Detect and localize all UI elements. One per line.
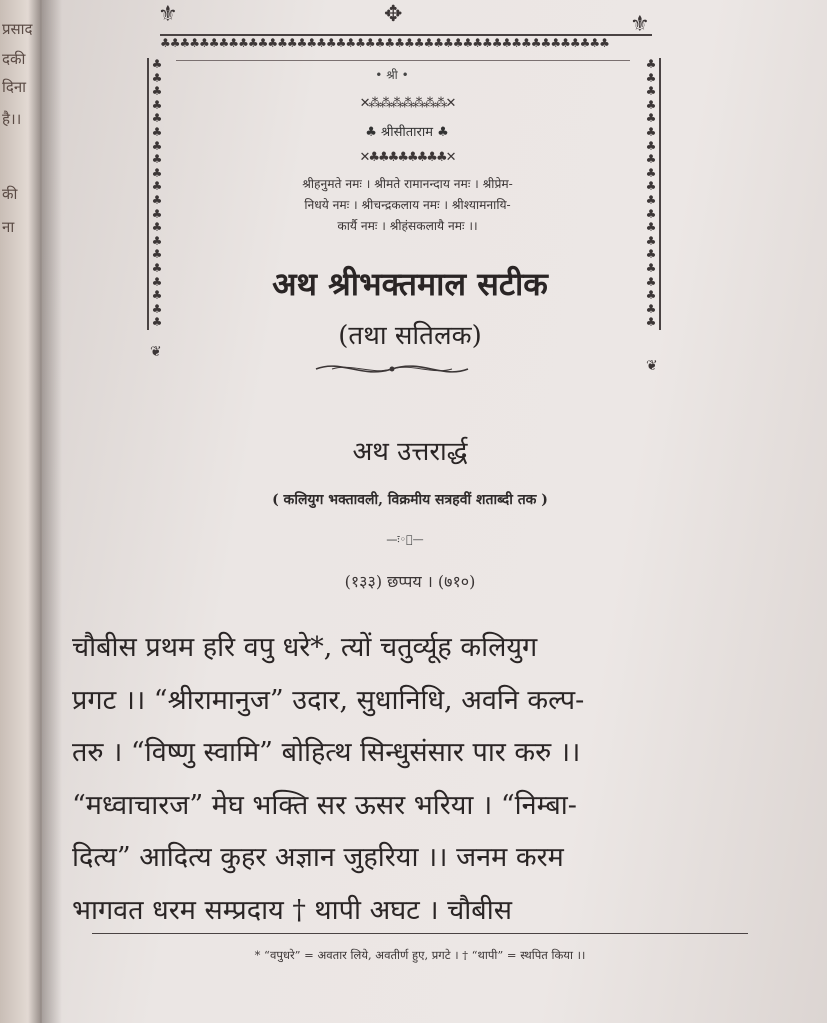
border-glyph-icon: ♣ <box>645 111 657 126</box>
border-glyph-icon: ♣ <box>645 138 657 153</box>
ornamental-border-top: ♣♣♣♣♣♣♣♣♣♣♣♣♣♣♣♣♣♣♣♣♣♣♣♣♣♣♣♣♣♣♣♣♣♣♣♣♣♣♣♣♣♣♣♣♣♣ <box>160 34 652 56</box>
border-glyph-icon: ♣ <box>645 206 657 221</box>
border-glyph-icon: ♣ <box>151 70 163 85</box>
border-glyph-icon: ♣ <box>151 260 163 275</box>
border-glyph-icon: ♣ <box>151 138 163 153</box>
border-glyph-icon: ♣ <box>645 152 657 167</box>
top-center-ornament-icon: ✥ <box>384 2 403 27</box>
section-divider: —ः◦ः— <box>386 533 424 546</box>
left-page-text: प्रसाद <box>2 20 33 38</box>
border-glyph-icon: ♣ <box>645 97 657 112</box>
border-tail-ornament-icon: ❦ <box>150 344 162 360</box>
border-glyph-icon: ♣ <box>151 111 163 126</box>
border-glyph-icon: ♣ <box>645 288 657 303</box>
border-glyph-icon: ♣ <box>151 315 163 330</box>
border-glyph-icon: ♣ <box>645 165 657 180</box>
border-glyph-icon: ♣ <box>151 97 163 112</box>
verse-body <box>72 622 762 937</box>
border-glyph-icon: ♣ <box>645 58 657 71</box>
previous-page-edge <box>0 0 40 1023</box>
left-page-text: की <box>2 185 18 203</box>
footnote-divider <box>92 933 748 934</box>
border-glyph-icon: ♣ <box>151 288 163 303</box>
title-divider-ornament-icon <box>312 357 472 381</box>
left-page-text: दिना <box>2 78 27 96</box>
section-subtitle: ( कलियुग भक्तावली, विक्रमीय सत्रहवीं शताब्दी तक ) <box>272 492 548 508</box>
section-title: अथ उत्तरार्द्ध <box>352 437 468 467</box>
border-glyph-icon: ♣ <box>645 84 657 99</box>
top-right-ornament-icon: ⚜ <box>630 12 650 37</box>
top-left-ornament-icon: ⚜ <box>158 2 178 27</box>
sitaram-ornament-top: ✕⁂⁂⁂⁂⁂⁂⁂✕ <box>359 96 455 111</box>
left-page-text: दकी <box>2 50 26 68</box>
invocation-block <box>205 174 610 237</box>
verse-reference: (१३३) छप्पय । (७१०) <box>344 572 476 591</box>
shri-heading: • श्री • <box>375 68 409 82</box>
border-glyph-icon: ♣ <box>645 70 657 85</box>
sitaram-text: श्रीसीताराम <box>381 125 433 140</box>
border-glyph-icon: ♣ <box>645 220 657 235</box>
border-glyph-icon: ♣ <box>645 179 657 194</box>
verse-line: भागवत धरम सम्प्रदाय † थापी अघट । चौबीस <box>72 894 512 926</box>
ornamental-border-right <box>643 58 661 330</box>
border-glyph-icon: ♣ <box>151 165 163 180</box>
clover-icon: ♣ <box>365 125 382 140</box>
border-glyph-icon: ♣ <box>151 152 163 167</box>
verse-line: “मध्वाचारज” मेघ भक्ति सर ऊसर भरिया । “निम्बा- <box>72 789 577 821</box>
border-glyph-icon: ♣ <box>645 233 657 248</box>
border-glyph-icon: ♣ <box>151 233 163 248</box>
border-glyph-icon: ♣ <box>151 58 163 71</box>
verse-line: तरु । “विष्णु स्वामि” बोहित्थ सिन्धुसंसार पार करु ।। <box>72 737 581 768</box>
left-page-text: ना <box>2 218 15 236</box>
footnote: * “वपुधरे” = अवतार लिये, अवतीर्ण हुए, प्रगटे । † “थापी” = स्थपित किया ।। <box>254 948 586 962</box>
border-glyph-icon: ♣ <box>645 260 657 275</box>
border-glyph-icon: ♣ <box>151 206 163 221</box>
page-gutter-shadow <box>40 0 62 1023</box>
invocation-line: निधये नमः । श्रीचन्द्रकलाय नमः । श्रीश्यामनायि- <box>304 198 511 212</box>
sitaram-ornament-bottom: ✕♣♣♣♣♣♣♣♣✕ <box>359 150 455 165</box>
verse-line: चौबीस प्रथम हरि वपु धरे*, त्यों चतुर्व्यूह कलियुग <box>72 632 538 663</box>
border-tail-ornament-icon: ❦ <box>646 358 658 374</box>
invocation-line: श्रीहनुमते नमः । श्रीमते रामानन्दाय नमः । श्रीप्रेम- <box>302 177 513 191</box>
border-glyph-icon: ♣ <box>645 247 657 262</box>
border-glyph-icon: ♣ <box>151 84 163 99</box>
border-glyph-icon: ♣ <box>151 301 163 316</box>
border-glyph-icon: ♣ <box>151 220 163 235</box>
border-glyph-icon: ♣ <box>151 247 163 262</box>
border-glyph-icon: ♣ <box>645 274 657 289</box>
border-glyph-icon: ♣ <box>645 315 657 330</box>
verse-line: प्रगट ।। “श्रीरामानुज” उदार, सुधानिधि, अवनि कल्प- <box>72 684 585 716</box>
border-glyph-icon: ♣ <box>151 179 163 194</box>
border-glyph-icon: ♣ <box>645 192 657 207</box>
clover-icon: ♣ <box>437 125 449 140</box>
book-title: अथ श्रीभक्तमाल सटीक <box>272 265 548 303</box>
border-glyph-icon: ♣ <box>151 124 163 139</box>
verse-line: दित्य” आदित्य कुहर अज्ञान जुहरिया ।। जनम करम <box>72 842 564 873</box>
left-page-text: है।। <box>2 110 22 128</box>
book-subtitle: (तथा सतिलक) <box>338 321 482 351</box>
border-glyph-icon: ♣ <box>645 301 657 316</box>
ornamental-border-left <box>147 58 165 330</box>
border-glyph-icon: ♣ <box>151 274 163 289</box>
border-glyph-icon: ♣ <box>645 124 657 139</box>
sitaram-label <box>322 122 492 140</box>
invocation-line: कार्यै नमः । श्रीहंसकलायै नमः ।। <box>337 219 478 233</box>
border-glyph-icon: ♣ <box>151 192 163 207</box>
